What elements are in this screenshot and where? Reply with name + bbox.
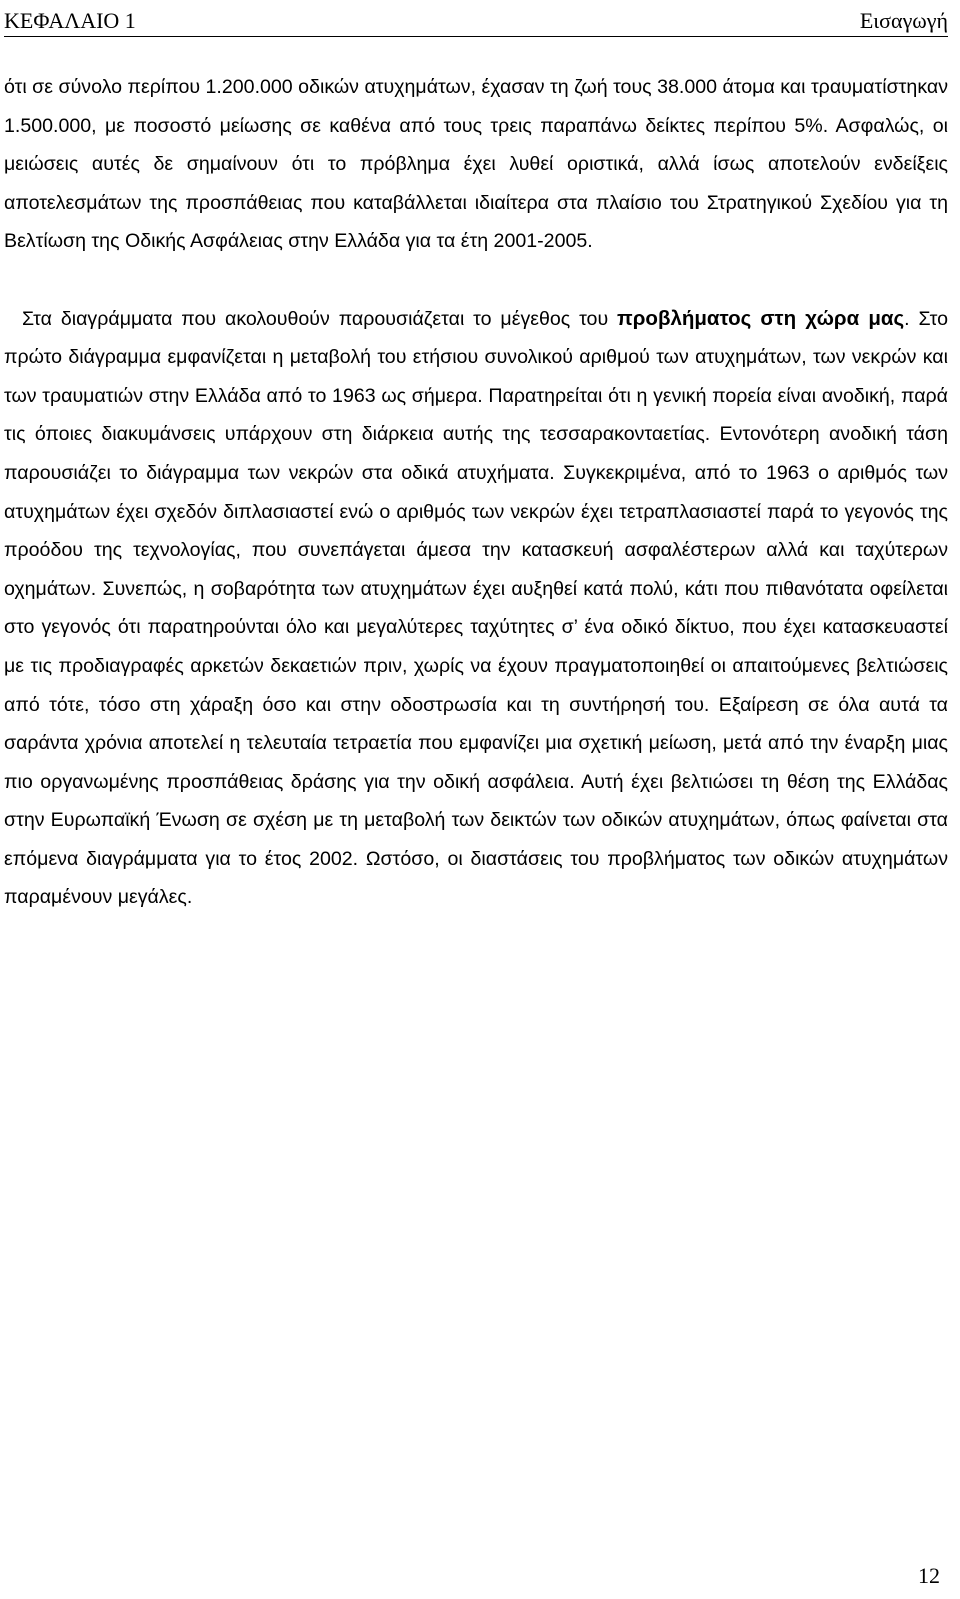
page-header bbox=[4, 4, 948, 37]
chapter-title: ΚΕΦΑΛΑΙΟ 1 bbox=[4, 8, 136, 33]
document-body bbox=[4, 68, 948, 917]
paragraph-text: Στα διαγράμματα που ακολουθούν παρουσιάζεται το μέγεθος του bbox=[22, 307, 618, 330]
paragraph bbox=[4, 300, 948, 918]
paragraph-text: . Στο πρώτο διάγραμμα εμφανίζεται η μεταβολή του ετήσιου συνολικού αριθμού των ατυχημάτων, των νεκρών και των τραυματιών στην Ελλάδα από το 1963 ως σήμερα. Παρατηρείται ότι η γενική πορεία είναι ανοδική, παρά τις όποιες διακυμάνσεις υπάρχουν στη διάρκεια αυτής της τεσσαρακονταετίας. Εντονότερη ανοδική τάση παρουσιάζει το διάγραμμα των νεκρών στα οδικά ατυχήματα. Συγκεκριμένα, από το 1963 ο αριθμός των ατυχημάτων έχει σχεδόν διπλασιαστεί ενώ ο αριθμός των νεκρών έχει τετραπλασιαστεί παρά το γεγονός της προόδου της τεχνολογίας, που συνεπάγεται άμεσα την κατασκευή ασφαλέστερων αλλά και ταχύτερων οχημάτων. Συνεπώς, η σοβαρότητα των ατυχημάτων έχει αυξηθεί κατά πολύ, κάτι που πιθανότατα οφείλεται στο γεγονός ότι παρατηρούνται όλο και μεγαλύτερες ταχύτητες σ’ ένα οδικό δίκτυο, που έχει κατασκευαστεί με τις προδιαγραφές αρκετών δεκαετιών πριν, χωρίς να έχουν πραγματοποιηθεί οι απαιτούμενες βελτιώσεις από τότε, τόσο στη χάραξη όσο και στην οδοστρωσία και τη συντήρησή του. Εξαίρεση σε όλα αυτά τα σαράντα χρόνια αποτελεί η τελευταία τετραετία που εμφανίζει μια σχετική μείωση, μετά από την έναρξη μιας πιο οργανωμένης προσπάθειας δράσης για την οδική ασφάλεια. Αυτή έχει βελτιώσει τη θέση της Ελλάδας στην Ευρωπαϊκή Ένωση σε σχέση με τη μεταβολή των δεικτών των οδικών ατυχημάτων, όπως φαίνεται στα επόμενα διαγράμματα για το έτος 2002. Ωστόσο, οι διαστάσεις του προβλήματος των οδικών ατυχημάτων παραμένουν μεγάλες. bbox=[4, 307, 948, 909]
emphasized-text: προβλήματος στη χώρα μας bbox=[617, 306, 905, 330]
page-number: 12 bbox=[918, 1563, 940, 1588]
paragraph: ότι σε σύνολο περίπου 1.200.000 οδικών ατυχημάτων, έχασαν τη ζωή τους 38.000 άτομα και τραυματίστηκαν 1.500.000, με ποσοστό μείωσης σε καθένα από τους τρεις παραπάνω δείκτες περίπου 5%. Ασφαλώς, οι μειώσεις αυτές δε σημαίνουν ότι το πρόβλημα έχει λυθεί οριστικά, αλλά ίσως αποτελούν ενδείξεις αποτελεσμάτων της προσπάθειας που καταβάλλεται ιδιαίτερα στα πλαίσιο του Στρατηγικού Σχεδίου για τη Βελτίωση της Οδικής Ασφάλειας στην Ελλάδα για τα έτη 2001-2005. bbox=[4, 76, 948, 253]
section-title: Εισαγωγή bbox=[859, 8, 948, 33]
